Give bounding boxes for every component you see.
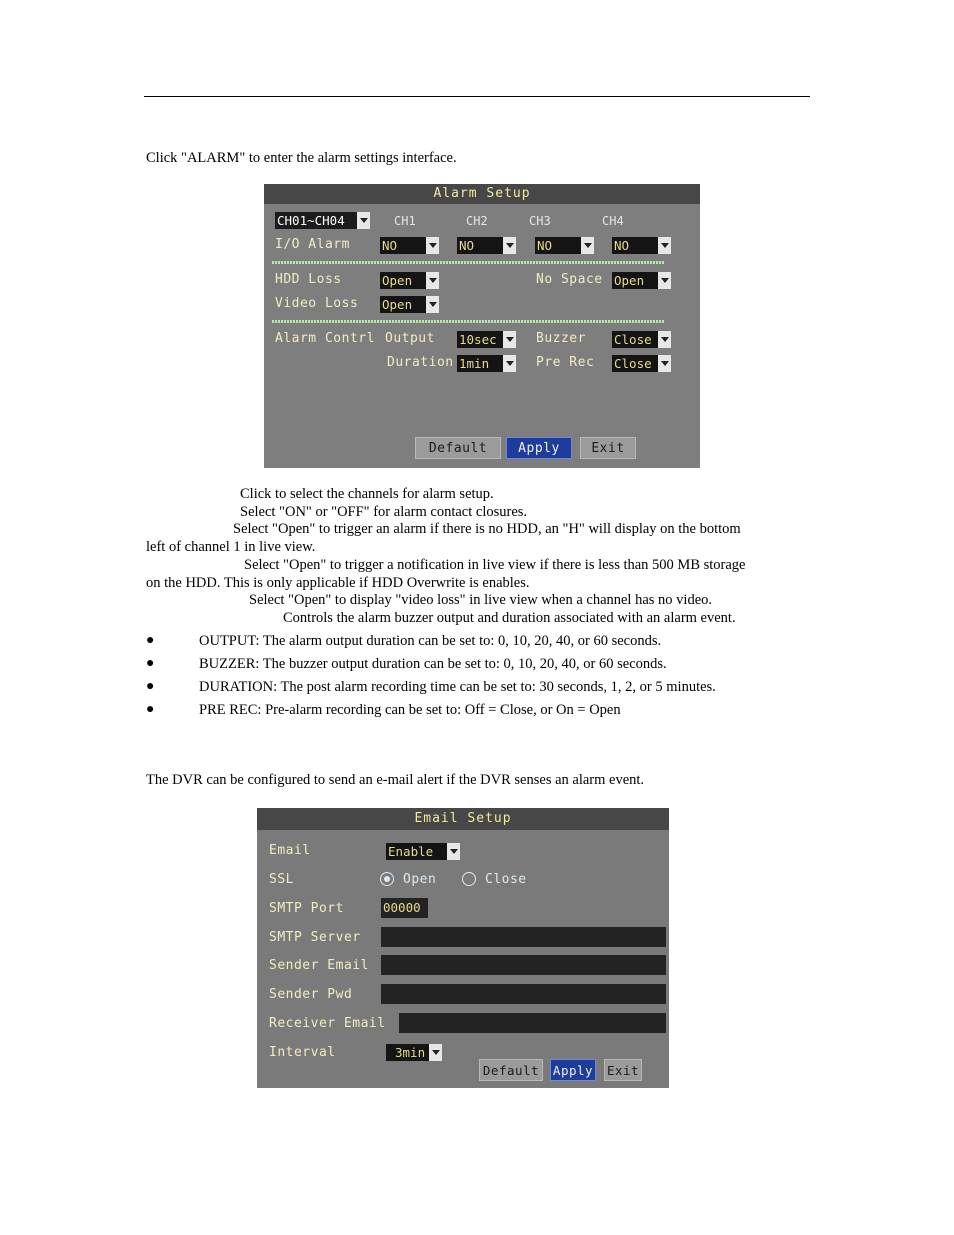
ssl-close-radio[interactable] <box>462 872 476 886</box>
channel-group-value: CH01~CH04 <box>277 213 345 228</box>
alarm-setup-panel <box>264 184 700 468</box>
smtp-server-input[interactable] <box>381 927 666 947</box>
hdd-loss-label: HDD Loss <box>275 272 342 287</box>
no-space-value: Open <box>614 273 645 288</box>
interval-label: Interval <box>269 1045 336 1060</box>
alarm-control-label: Alarm Contrl <box>275 331 375 346</box>
buzzer-label: Buzzer <box>536 331 586 346</box>
output-label: Output <box>385 331 435 346</box>
chevron-down-icon <box>426 237 439 254</box>
buzzer-select[interactable] <box>612 331 671 348</box>
email-intro-text: The DVR can be configured to send an e-mail alert if the DVR senses an alarm event. <box>146 772 645 788</box>
channel-header-4: CH4 <box>602 214 624 228</box>
default-button[interactable]: Default <box>415 437 501 459</box>
sender-email-label: Sender Email <box>269 958 369 973</box>
hdd-loss-select[interactable] <box>380 272 439 289</box>
io-alarm-ch3-select[interactable] <box>535 237 594 254</box>
io-alarm-ch2-value: NO <box>459 238 475 253</box>
desc-no-space-1: Select "Open" to trigger a notification in live view if there is less than 500 MB storage <box>244 557 746 573</box>
desc-channel-select: Click to select the channels for alarm setup. <box>240 486 494 502</box>
video-loss-label: Video Loss <box>275 296 359 311</box>
io-alarm-ch1-select[interactable] <box>380 237 439 254</box>
bullet-dot: ● <box>146 633 155 648</box>
chevron-down-icon <box>503 237 516 254</box>
output-value: 10sec <box>459 332 497 347</box>
intro-text: Click "ALARM" to enter the alarm settings interface. <box>146 150 457 166</box>
video-loss-value: Open <box>382 297 413 312</box>
io-alarm-ch4-value: NO <box>614 238 630 253</box>
no-space-select[interactable] <box>612 272 671 289</box>
io-alarm-ch4-select[interactable] <box>612 237 671 254</box>
bullet-dot: ● <box>146 679 155 694</box>
alarm-setup-title: Alarm Setup <box>264 184 700 204</box>
exit-button[interactable]: Exit <box>580 437 636 459</box>
chevron-down-icon <box>658 272 671 289</box>
no-space-label: No Space <box>536 272 603 287</box>
apply-button[interactable]: Apply <box>506 437 572 459</box>
email-default-button[interactable]: Default <box>479 1059 543 1081</box>
ssl-open-label: Open <box>403 872 437 887</box>
email-apply-button[interactable]: Apply <box>550 1059 596 1081</box>
desc-alarm-control: Controls the alarm buzzer output and duration associated with an alarm event. <box>283 610 736 626</box>
desc-video-loss: Select "Open" to display "video loss" in live view when a channel has no video. <box>249 592 713 608</box>
desc-hdd-loss-2: left of channel 1 in live view. <box>146 539 316 555</box>
email-enable-select[interactable] <box>386 843 460 860</box>
interval-select[interactable] <box>386 1044 442 1061</box>
smtp-server-label: SMTP Server <box>269 930 361 945</box>
smtp-port-label: SMTP Port <box>269 901 344 916</box>
chevron-down-icon <box>429 1044 442 1061</box>
pre-rec-label: Pre Rec <box>536 355 595 370</box>
channel-header-1: CH1 <box>394 214 416 228</box>
duration-select[interactable] <box>457 355 516 372</box>
chevron-down-icon <box>426 296 439 313</box>
bullet-pre-rec: PRE REC: Pre-alarm recording can be set to: Off = Close, or On = Open <box>199 702 621 718</box>
desc-no-space-2: on the HDD. This is only applicable if HDD Overwrite is enables. <box>146 575 530 591</box>
chevron-down-icon <box>581 237 594 254</box>
desc-hdd-loss-1: Select "Open" to trigger an alarm if there is no HDD, an "H" will display on the bottom <box>233 521 741 537</box>
hdd-loss-value: Open <box>382 273 413 288</box>
io-alarm-ch2-select[interactable] <box>457 237 516 254</box>
bullet-dot: ● <box>146 702 155 717</box>
duration-value: 1min <box>459 356 490 371</box>
email-enable-value: Enable <box>388 844 434 859</box>
separator <box>272 320 664 323</box>
bullet-dot: ● <box>146 656 155 671</box>
pre-rec-select[interactable] <box>612 355 671 372</box>
buzzer-value: Close <box>614 332 652 347</box>
video-loss-select[interactable] <box>380 296 439 313</box>
receiver-email-label: Receiver Email <box>269 1016 386 1031</box>
chevron-down-icon <box>357 212 370 229</box>
receiver-email-input[interactable] <box>399 1013 666 1033</box>
email-setup-title: Email Setup <box>257 808 669 830</box>
bullet-duration: DURATION: The post alarm recording time can be set to: 30 seconds, 1, 2, or 5 minutes. <box>199 679 716 695</box>
header-rule <box>144 96 810 97</box>
channel-group-select[interactable] <box>275 212 370 229</box>
sender-pwd-input[interactable] <box>381 984 666 1004</box>
chevron-down-icon <box>503 355 516 372</box>
separator <box>272 261 664 264</box>
ssl-close-label: Close <box>485 872 527 887</box>
email-exit-button[interactable]: Exit <box>604 1059 642 1081</box>
chevron-down-icon <box>447 843 460 860</box>
email-label: Email <box>269 843 311 858</box>
bullet-buzzer: BUZZER: The buzzer output duration can be set to: 0, 10, 20, 40, or 60 seconds. <box>199 656 667 672</box>
ssl-open-radio[interactable] <box>380 872 394 886</box>
interval-value: 3min <box>395 1045 426 1060</box>
chevron-down-icon <box>426 272 439 289</box>
desc-io-alarm: Select "ON" or "OFF" for alarm contact closures. <box>240 504 528 520</box>
sender-pwd-label: Sender Pwd <box>269 987 353 1002</box>
smtp-port-input[interactable]: 00000 <box>381 898 428 918</box>
email-setup-panel <box>257 808 669 1088</box>
sender-email-input[interactable] <box>381 955 666 975</box>
chevron-down-icon <box>658 237 671 254</box>
output-select[interactable] <box>457 331 516 348</box>
channel-header-2: CH2 <box>466 214 488 228</box>
io-alarm-label: I/O Alarm <box>275 237 350 252</box>
pre-rec-value: Close <box>614 356 652 371</box>
bullet-output: OUTPUT: The alarm output duration can be set to: 0, 10, 20, 40, or 60 seconds. <box>199 633 662 649</box>
chevron-down-icon <box>503 331 516 348</box>
io-alarm-ch1-value: NO <box>382 238 398 253</box>
chevron-down-icon <box>658 331 671 348</box>
channel-header-3: CH3 <box>529 214 551 228</box>
chevron-down-icon <box>658 355 671 372</box>
ssl-label: SSL <box>269 872 294 887</box>
io-alarm-ch3-value: NO <box>537 238 553 253</box>
duration-label: Duration <box>387 355 454 370</box>
